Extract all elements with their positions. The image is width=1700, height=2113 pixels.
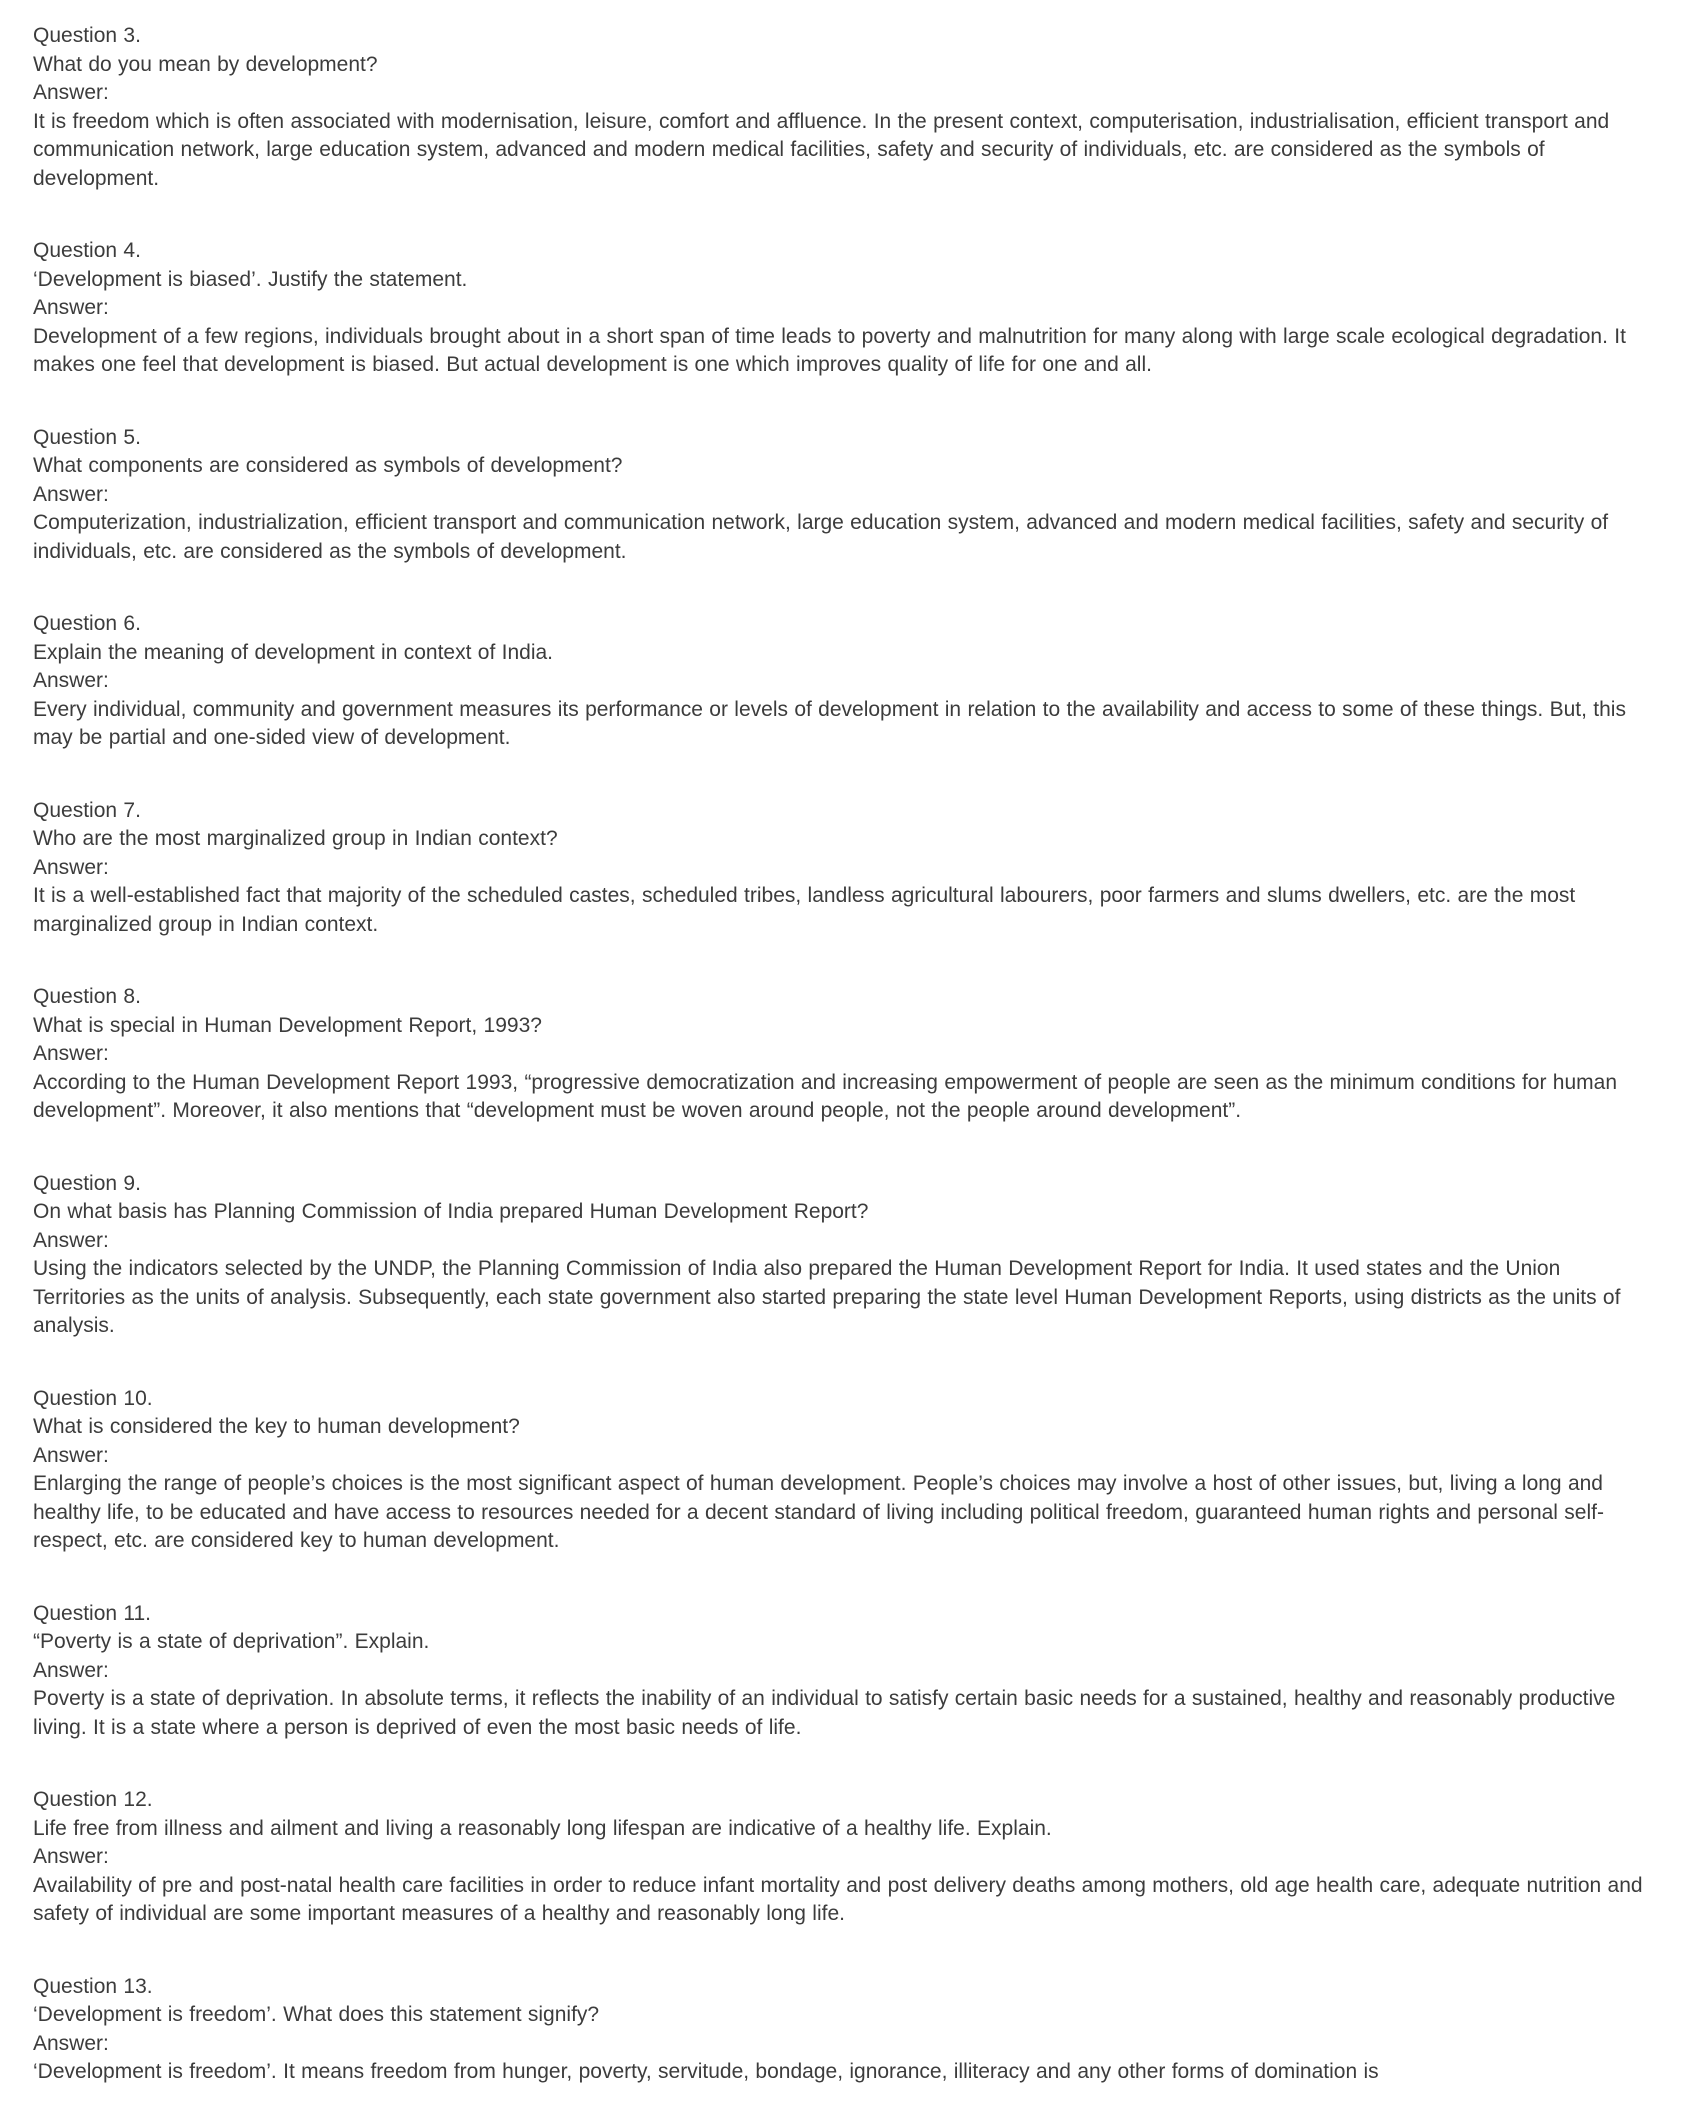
question-number: Question 12. bbox=[33, 1788, 153, 1811]
question-text: ‘Development is biased’. Justify the statement. bbox=[33, 267, 468, 291]
question-number: Question 7. bbox=[33, 798, 141, 822]
qa-list bbox=[33, 22, 1658, 2087]
answer-label: Answer: bbox=[33, 855, 109, 879]
question-text: On what basis has Planning Commission of India prepared Human Development Report? bbox=[33, 1200, 869, 1223]
qa-block bbox=[33, 983, 1658, 1126]
qa-block bbox=[33, 237, 1658, 380]
qa-block bbox=[33, 610, 1658, 753]
answer-text: Enlarging the range of people’s choices is the most significant aspect of human development. People’s choices may involve a host of other issues, but, living a long and healthy life, to be educated and have access to resources needed for a decent standard of living including political freedom, guaranteed human rights and personal self-respect, etc. are considered key to human development. bbox=[33, 1472, 1604, 1552]
question-number: Question 8. bbox=[33, 985, 141, 1008]
qa-block bbox=[33, 797, 1658, 940]
question-number: Question 11. bbox=[33, 1601, 152, 1625]
answer-text: Every individual, community and government measures its performance or levels of development in relation to the availability and access to some of these things. But, this may be partial and one-sided view of development. bbox=[33, 697, 1626, 749]
answer-text: Poverty is a state of deprivation. In absolute terms, it reflects the inability of an individual to satisfy certain basic needs for a sustained, healthy and reasonably productive living. It is a state where a person is deprived of even the most basic needs of life. bbox=[33, 1687, 1616, 1739]
question-text: What components are considered as symbols of development? bbox=[33, 454, 623, 477]
qa-block bbox=[33, 1170, 1658, 1341]
qa-block bbox=[33, 1385, 1658, 1556]
answer-text: It is a well-established fact that majority of the scheduled castes, scheduled tribes, landless agricultural labourers, poor farmers and slums dwellers, etc. are the most marginalized group in Indian context. bbox=[33, 884, 1576, 936]
answer-label: Answer: bbox=[33, 669, 109, 692]
question-text: “Poverty is a state of deprivation”. Explain. bbox=[33, 1630, 430, 1653]
question-number: Question 4. bbox=[33, 239, 141, 262]
answer-label: Answer: bbox=[33, 2031, 109, 2055]
answer-label: Answer: bbox=[33, 296, 109, 319]
answer-text: Using the indicators selected by the UNDP, the Planning Commission of India also prepared the Human Development Report for India. It used states and the Union Territories as the units of analysis. Subsequently, each state government also started preparing the state level Human Development Reports, using districts as the units of analysis. bbox=[33, 1257, 1621, 1337]
question-number: Question 5. bbox=[33, 425, 141, 449]
qa-block bbox=[33, 1600, 1658, 1743]
question-text: What do you mean by development? bbox=[33, 52, 378, 76]
answer-label: Answer: bbox=[33, 482, 109, 506]
question-number: Question 6. bbox=[33, 612, 141, 635]
answer-label: Answer: bbox=[33, 81, 109, 104]
answer-text: Computerization, industrialization, efficient transport and communication network, large education system, advanced and modern medical facilities, safety and security of individuals, etc. are considered as the symbols of development. bbox=[33, 511, 1609, 563]
answer-text: ‘Development is freedom’. It means freedom from hunger, poverty, servitude, bondage, ignorance, illiteracy and any other forms of domination is bbox=[33, 2060, 1379, 2083]
question-text: What is considered the key to human development? bbox=[33, 1415, 520, 1438]
question-number: Question 9. bbox=[33, 1171, 141, 1195]
answer-text: Availability of pre and post-natal health care facilities in order to reduce infant mortality and post delivery deaths among mothers, old age health care, adequate nutrition and safety of individual are some important measures of a healthy and reasonably long life. bbox=[33, 1873, 1643, 1925]
answer-label: Answer: bbox=[33, 1845, 109, 1868]
qa-block bbox=[33, 22, 1658, 193]
question-text: ‘Development is freedom’. What does this statement signify? bbox=[33, 2003, 600, 2026]
question-text: Who are the most marginalized group in Indian context? bbox=[33, 827, 558, 850]
answer-label: Answer: bbox=[33, 1658, 109, 1682]
answer-text: Development of a few regions, individuals brought about in a short span of time leads to poverty and malnutrition for many along with large scale ecological degradation. It makes one feel that development is biased. But actual development is one which improves quality of life for one and all. bbox=[33, 324, 1626, 376]
answer-text: According to the Human Development Report 1993, “progressive democratization and increasing empowerment of people are seen as the minimum conditions for human development”. Moreover, it also mentions that “development must be woven around people, not the people around development”. bbox=[33, 1070, 1618, 1122]
question-text: What is special in Human Development Report, 1993? bbox=[33, 1013, 542, 1037]
qa-block bbox=[33, 1786, 1658, 1929]
answer-text: It is freedom which is often associated with modernisation, leisure, comfort and affluence. In the present context, computerisation, industrialisation, efficient transport and communication network, large education system, advanced and modern medical facilities, safety and security of individuals, etc. are considered as the symbols of development. bbox=[33, 109, 1610, 190]
qa-block bbox=[33, 424, 1658, 567]
answer-label: Answer: bbox=[33, 1228, 109, 1252]
question-number: Question 10. bbox=[33, 1386, 153, 1410]
question-number: Question 13. bbox=[33, 1974, 153, 1998]
answer-label: Answer: bbox=[33, 1042, 109, 1065]
question-number: Question 3. bbox=[33, 24, 141, 47]
qa-block bbox=[33, 1973, 1658, 2087]
answer-label: Answer: bbox=[33, 1443, 109, 1467]
question-text: Explain the meaning of development in context of India. bbox=[33, 640, 553, 664]
question-text: Life free from illness and ailment and living a reasonably long lifespan are indicative of a healthy life. Explain. bbox=[33, 1816, 1052, 1840]
